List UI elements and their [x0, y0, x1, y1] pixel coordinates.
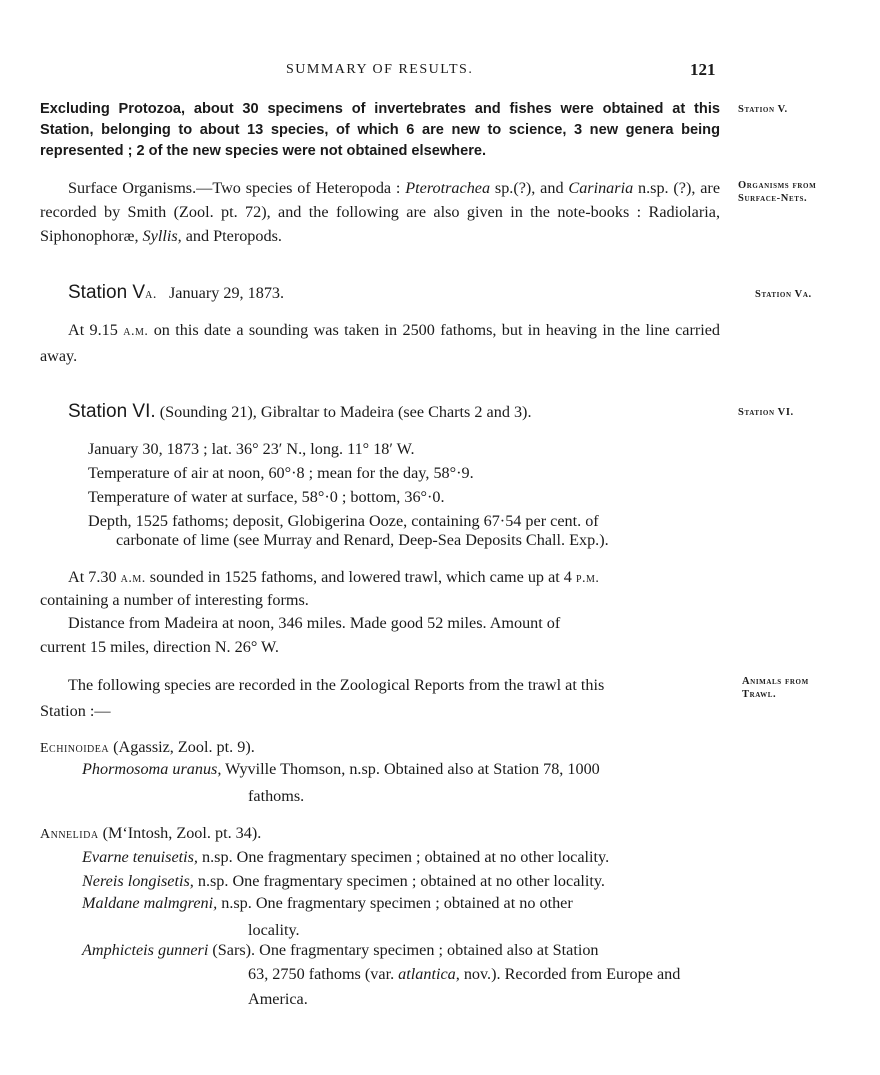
- surface-organisms-paragraph: Surface Organisms.—Two species of Heteropoda : Pterotrachea sp.(?), and Carinaria n.sp. (?), are recorded by Smith (Zool. pt. 72), and the following are also given in the note-books : Radiolaria, Siphonophoræ, Syllis, and Pteropods.: [40, 179, 721, 245]
- station-vi-trawl-line1: At 7.30 a.m. sounded in 1525 fathoms, and lowered trawl, which came up at 4 p.m.: [68, 568, 600, 586]
- species-entry-cont: 63, 2750 fathoms (var. atlantica, nov.). Recorded from Europe and America.: [248, 965, 681, 1008]
- taxon-heading-echinoidea: Echinoidea (Agassiz, Zool. pt. 9).: [40, 738, 255, 756]
- species-entry: Phormosoma uranus, Wyville Thomson, n.sp. Obtained also at Station 78, 1000: [82, 760, 600, 778]
- margin-note-station-va: Station Va.: [755, 289, 812, 300]
- station-vi-trawl-line2: containing a number of interesting forms.: [40, 591, 309, 609]
- margin-note-surface-nets: Organisms from Surface-Nets.: [738, 180, 817, 204]
- species-name: Nereis longisetis,: [82, 872, 194, 890]
- taxon-heading-annelida: Annelida (M‘Intosh, Zool. pt. 34).: [40, 824, 262, 842]
- station-va-title: Station V: [68, 282, 146, 303]
- surface-organisms-lead: Surface Organisms.: [68, 179, 197, 197]
- station-v-summary: Excluding Protozoa, about 30 specimens of invertebrates and fishes were obtained at this Station, belonging to about 13 species, of which 6 are new to science, 3 new genera being represented ; 2 of the new species were not obtained elsewhere.: [40, 101, 720, 159]
- station-vi-title: Station VI.: [68, 401, 156, 422]
- station-vi-species-intro-line2: Station :—: [40, 702, 111, 720]
- margin-note-station-vi: Station VI.: [738, 407, 794, 418]
- species-name: Evarne tenuisetis,: [82, 848, 198, 866]
- species-entry: Nereis longisetis, n.sp. One fragmentary specimen ; obtained at no other locality.: [82, 872, 605, 890]
- station-vi-heading: [68, 401, 532, 423]
- station-va-paragraph: At 9.15 a.m. on this date a sounding was taken in 2500 fathoms, but in heaving in the line carried away.: [40, 321, 720, 365]
- margin-note-trawl: Animals from Trawl.: [742, 676, 809, 700]
- station-vi-water-temperature: Temperature of water at surface, 58°·0 ; bottom, 36°·0.: [88, 488, 445, 506]
- margin-note-station-v: Station V.: [738, 104, 788, 115]
- station-vi-date-position: January 30, 1873 ; lat. 36° 23′ N., long. 11° 18′ W.: [88, 440, 415, 458]
- station-vi-depth-cont: carbonate of lime (see Murray and Renard, Deep-Sea Deposits Chall. Exp.).: [116, 531, 609, 549]
- page-number: 121: [690, 60, 716, 79]
- station-va-date: January 29, 1873.: [168, 284, 285, 302]
- species-name: Maldane malmgreni,: [82, 894, 218, 912]
- station-va-heading: Station Va. January 29, 1873.: [68, 282, 285, 303]
- station-vi-air-temperature: Temperature of air at noon, 60°·8 ; mean for the day, 58°·9.: [88, 464, 474, 482]
- species-entry: Evarne tenuisetis, n.sp. One fragmentary specimen ; obtained at no other locality.: [82, 848, 610, 866]
- running-header: SUMMARY OF RESULTS.: [286, 62, 474, 77]
- species-entry-cont: fathoms.: [248, 787, 305, 805]
- species-entry: Maldane malmgreni, n.sp. One fragmentary specimen ; obtained at no other: [82, 894, 573, 912]
- station-vi-subtitle: (Sounding 21), Gibraltar to Madeira (see Charts 2 and 3).: [159, 403, 532, 421]
- station-vi-species-intro-line1: The following species are recorded in the Zoological Reports from the trawl at this: [68, 676, 605, 694]
- species-name: Amphicteis gunneri: [82, 941, 209, 959]
- species-entry: Amphicteis gunneri (Sars). One fragmentary specimen ; obtained also at Station: [82, 941, 599, 959]
- station-vi-distance-line1: Distance from Madeira at noon, 346 miles. Made good 52 miles. Amount of: [68, 614, 561, 632]
- station-vi-depth: Depth, 1525 fathoms; deposit, Globigerina Ooze, containing 67·54 per cent. of: [88, 512, 599, 530]
- species-entry-cont: locality.: [248, 921, 300, 939]
- species-name: Phormosoma uranus,: [82, 760, 222, 778]
- station-vi-distance-line2: current 15 miles, direction N. 26° W.: [40, 638, 279, 656]
